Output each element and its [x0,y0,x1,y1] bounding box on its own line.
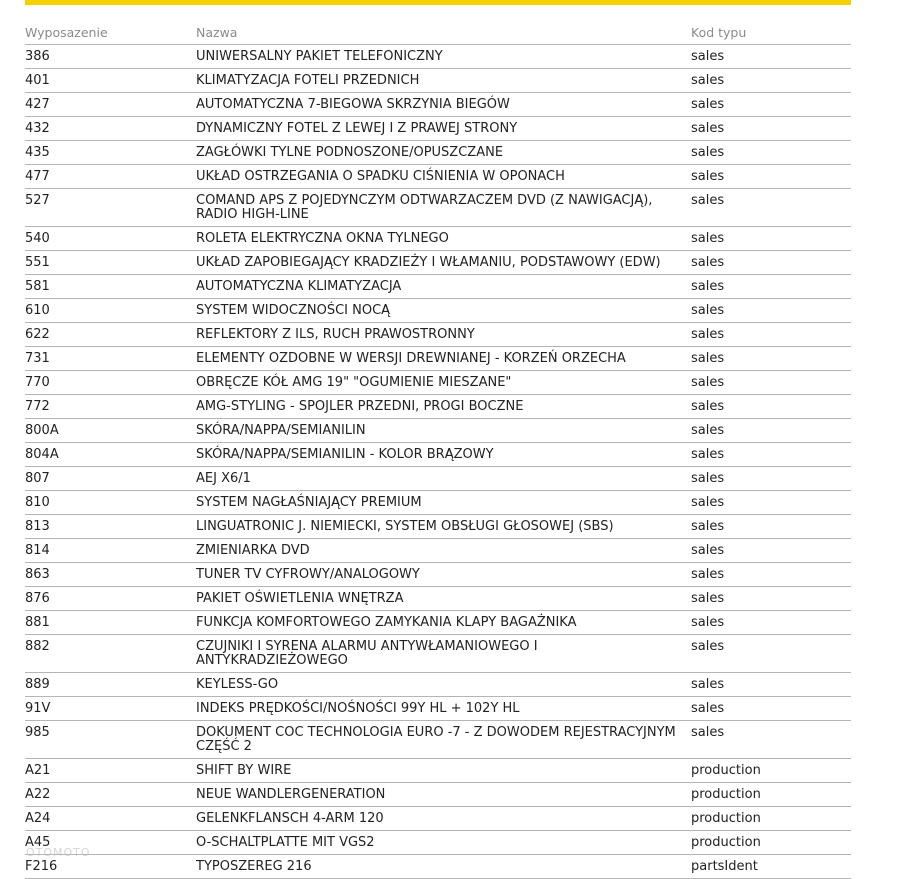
cell-name: KLIMATYZACJA FOTELI PRZEDNICH [196,73,420,88]
cell-type-code: production [691,835,761,850]
table-row [25,443,851,467]
table-row [25,491,851,515]
table-row [25,117,851,141]
cell-equipment-code: 882 [25,639,50,654]
cell-type-code: sales [691,701,725,716]
cell-equipment-code: 881 [25,615,50,630]
cell-equipment-code: 731 [25,351,50,366]
table-row [25,347,851,371]
cell-type-code: sales [691,193,725,208]
table-row [25,189,851,227]
cell-equipment-code: A21 [25,763,51,778]
table-row [25,783,851,807]
table-row [25,855,851,879]
table-row [25,251,851,275]
cell-name: NEUE WANDLERGENERATION [196,787,386,802]
table-row [25,69,851,93]
cell-equipment-code: 527 [25,193,50,208]
table-row [25,539,851,563]
table-row [25,93,851,117]
cell-type-code: partsIdent [691,859,758,874]
cell-name: CZUJNIKI I SYRENA ALARMU ANTYWŁAMANIOWEGO I ANTYKRADZIEŻOWEGO [196,639,538,668]
cell-type-code: sales [691,591,725,606]
table-row [25,227,851,251]
cell-type-code: sales [691,169,725,184]
table-row [25,395,851,419]
cell-name: AUTOMATYCZNA 7-BIEGOWA SKRZYNIA BIEGÓW [196,97,510,112]
table-row [25,419,851,443]
cell-name: LINGUATRONIC J. NIEMIECKI, SYSTEM OBSŁUGI GŁOSOWEJ (SBS) [196,519,614,534]
cell-equipment-code: 985 [25,725,50,740]
cell-equipment-code: 863 [25,567,50,582]
cell-equipment-code: A22 [25,787,51,802]
table-row [25,807,851,831]
cell-equipment-code: 772 [25,399,50,414]
cell-type-code: sales [691,351,725,366]
table-row [25,697,851,721]
cell-name: ROLETA ELEKTRYCZNA OKNA TYLNEGO [196,231,449,246]
cell-equipment-code: 551 [25,255,50,270]
table-row [25,563,851,587]
table-header [25,24,851,45]
cell-type-code: sales [691,447,725,462]
cell-name: PAKIET OŚWIETLENIA WNĘTRZA [196,591,404,606]
table-row [25,759,851,783]
cell-type-code: sales [691,231,725,246]
cell-name: REFLEKTORY Z ILS, RUCH PRAWOSTRONNY [196,327,475,342]
cell-equipment-code: 386 [25,49,50,64]
cell-type-code: sales [691,543,725,558]
cell-equipment-code: 581 [25,279,50,294]
cell-equipment-code: 876 [25,591,50,606]
cell-type-code: sales [691,495,725,510]
cell-name: FUNKCJA KOMFORTOWEGO ZAMYKANIA KLAPY BAGAŻNIKA [196,615,577,630]
cell-type-code: sales [691,97,725,112]
cell-equipment-code: 610 [25,303,50,318]
cell-name: KEYLESS-GO [196,677,279,692]
cell-name: UKŁAD ZAPOBIEGAJĄCY KRADZIEŻY I WŁAMANIU, PODSTAWOWY (EDW) [196,255,661,270]
cell-name: AUTOMATYCZNA KLIMATYZACJA [196,279,402,294]
table-row [25,141,851,165]
cell-name: COMAND APS Z POJEDYNCZYM ODTWARZACZEM DVD (Z NAWIGACJĄ), RADIO HIGH-LINE [196,193,653,222]
watermark: OTOMOTO [26,846,91,859]
cell-type-code: sales [691,677,725,692]
cell-type-code: sales [691,279,725,294]
cell-type-code: sales [691,255,725,270]
cell-name: TYPOSZEREG 216 [196,859,312,874]
cell-name: OBRĘCZE KÓŁ AMG 19" "OGUMIENIE MIESZANE" [196,375,512,390]
cell-name: SKÓRA/NAPPA/SEMIANILIN - KOLOR BRĄZOWY [196,447,494,462]
table-row [25,587,851,611]
table-row [25,611,851,635]
cell-equipment-code: 889 [25,677,50,692]
cell-type-code: sales [691,145,725,160]
header-name: Nazwa [196,25,238,40]
header-type-code: Kod typu [691,25,747,40]
cell-type-code: sales [691,49,725,64]
cell-equipment-code: 800A [25,423,59,438]
cell-name: O-SCHALTPLATTE MIT VGS2 [196,835,375,850]
cell-type-code: sales [691,423,725,438]
cell-equipment-code: 807 [25,471,50,486]
table-row [25,275,851,299]
cell-name: DOKUMENT COC TECHNOLOGIA EURO -7 - Z DOWODEM REJESTRACYJNYM CZĘŚĆ 2 [196,725,676,754]
equipment-table-container [25,0,851,879]
cell-equipment-code: 401 [25,73,50,88]
cell-equipment-code: 432 [25,121,50,136]
cell-name: SHIFT BY WIRE [196,763,292,778]
cell-type-code: sales [691,519,725,534]
accent-bar [25,0,851,5]
cell-name: DYNAMICZNY FOTEL Z LEWEJ I Z PRAWEJ STRONY [196,121,518,136]
cell-name: AMG-STYLING - SPOJLER PRZEDNI, PROGI BOCZNE [196,399,524,414]
cell-equipment-code: 540 [25,231,50,246]
table-row [25,673,851,697]
cell-type-code: sales [691,639,725,654]
cell-type-code: production [691,787,761,802]
cell-name: UNIWERSALNY PAKIET TELEFONICZNY [196,49,443,64]
cell-type-code: sales [691,303,725,318]
cell-type-code: sales [691,327,725,342]
table-row [25,635,851,673]
cell-equipment-code: 427 [25,97,50,112]
table-body [25,45,851,879]
cell-name: AEJ X6/1 [196,471,251,486]
cell-equipment-code: 813 [25,519,50,534]
cell-name: ZMIENIARKA DVD [196,543,310,558]
table-row [25,371,851,395]
cell-name: ELEMENTY OZDOBNE W WERSJI DREWNIANEJ - KORZEŃ ORZECHA [196,351,626,366]
cell-name: SYSTEM NAGŁAŚNIAJĄCY PREMIUM [196,495,422,510]
cell-name: ZAGŁÓWKI TYLNE PODNOSZONE/OPUSZCZANE [196,145,504,160]
cell-type-code: sales [691,471,725,486]
cell-name: TUNER TV CYFROWY/ANALOGOWY [196,567,420,582]
cell-equipment-code: 814 [25,543,50,558]
cell-equipment-code: F216 [25,859,58,874]
cell-name: GELENKFLANSCH 4-ARM 120 [196,811,384,826]
cell-type-code: sales [691,399,725,414]
cell-equipment-code: 804A [25,447,59,462]
cell-type-code: sales [691,375,725,390]
cell-type-code: sales [691,121,725,136]
table-row [25,721,851,759]
cell-type-code: production [691,811,761,826]
cell-type-code: sales [691,615,725,630]
cell-equipment-code: 622 [25,327,50,342]
cell-name: INDEKS PRĘDKOŚCI/NOŚNOŚCI 99Y HL + 102Y HL [196,701,520,716]
cell-name: UKŁAD OSTRZEGANIA O SPADKU CIŚNIENIA W OPONACH [196,169,565,184]
cell-name: SYSTEM WIDOCZNOŚCI NOCĄ [196,303,391,318]
table-row [25,45,851,69]
cell-equipment-code: 91V [25,701,51,716]
table-row [25,165,851,189]
cell-type-code: sales [691,725,725,740]
cell-type-code: production [691,763,761,778]
table-row [25,831,851,855]
cell-type-code: sales [691,567,725,582]
header-equipment: Wyposazenie [25,25,108,40]
cell-name: SKÓRA/NAPPA/SEMIANILIN [196,423,366,438]
cell-equipment-code: A24 [25,811,51,826]
cell-equipment-code: 435 [25,145,50,160]
cell-equipment-code: 770 [25,375,50,390]
table-row [25,467,851,491]
cell-equipment-code: 477 [25,169,50,184]
table-row [25,323,851,347]
table-row [25,299,851,323]
cell-equipment-code: A45 [25,835,51,850]
table-row [25,515,851,539]
cell-type-code: sales [691,73,725,88]
cell-equipment-code: 810 [25,495,50,510]
